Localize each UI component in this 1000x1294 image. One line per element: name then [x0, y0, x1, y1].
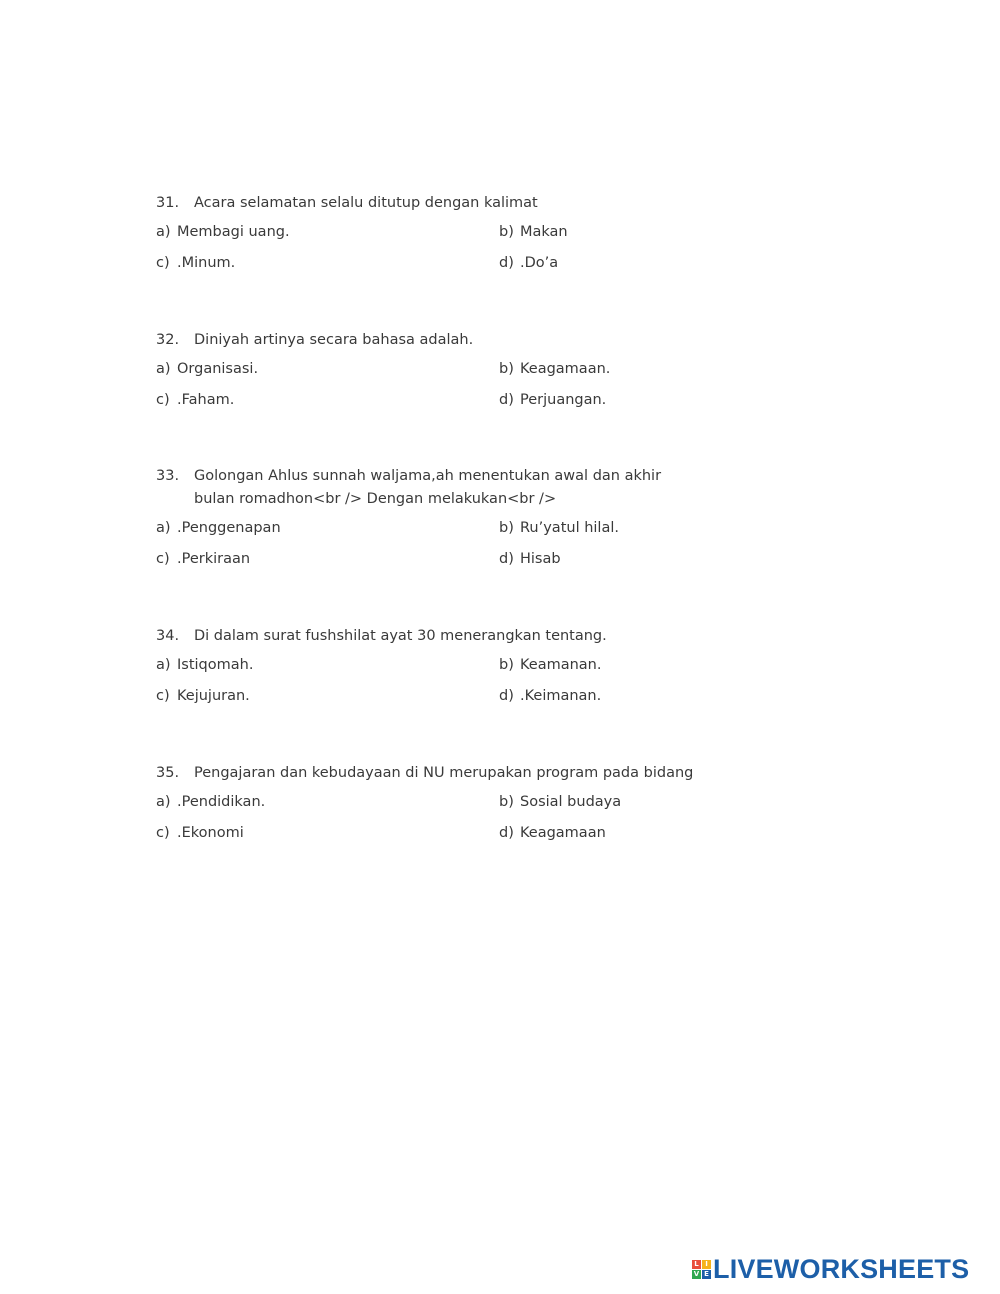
option-letter: c): [156, 255, 170, 271]
option-letter: b): [499, 657, 514, 673]
option-text: Istiqomah.: [177, 657, 254, 673]
question-number: 32.: [156, 332, 180, 348]
question-34: [156, 625, 756, 717]
option-d[interactable]: [499, 253, 558, 273]
option-c[interactable]: [156, 390, 234, 410]
option-letter: b): [499, 361, 514, 377]
option-text: Keagamaan: [520, 825, 606, 841]
option-c[interactable]: [156, 549, 250, 569]
question-text: Diniyah artinya secara bahasa adalah.: [194, 332, 474, 348]
option-d[interactable]: [499, 549, 561, 569]
option-a[interactable]: [156, 792, 265, 812]
option-letter: a): [156, 794, 171, 810]
question-text: Di dalam surat fushshilat ayat 30 menerangkan tentang.: [194, 628, 607, 644]
question-number: 34.: [156, 628, 180, 644]
option-b[interactable]: [499, 518, 619, 538]
option-c[interactable]: [156, 253, 235, 273]
logo-cell: V: [693, 1269, 700, 1278]
option-letter: d): [499, 551, 514, 567]
option-text: Makan: [520, 224, 568, 240]
option-text: .Do’a: [520, 255, 559, 271]
option-letter: a): [156, 361, 171, 377]
option-letter: d): [499, 392, 514, 408]
option-letter: a): [156, 520, 171, 536]
question-number: 35.: [156, 765, 180, 781]
option-b[interactable]: [499, 655, 601, 675]
option-text: .Keimanan.: [520, 688, 602, 704]
logo-text: LIVEWORKSHEETS: [713, 1254, 970, 1284]
option-text: Keagamaan.: [520, 361, 611, 377]
option-a[interactable]: [156, 359, 258, 379]
option-letter: d): [499, 255, 514, 271]
option-letter: a): [156, 224, 171, 240]
option-text: .Perkiraan: [177, 551, 251, 567]
question-31: [156, 192, 756, 284]
option-letter: d): [499, 688, 514, 704]
logo-cell: E: [702, 1270, 711, 1279]
option-d[interactable]: [499, 823, 606, 843]
liveworksheets-logo: [692, 1254, 969, 1284]
option-letter: b): [499, 794, 514, 810]
option-text: Hisab: [520, 551, 561, 567]
option-a[interactable]: [156, 222, 290, 242]
logo-mark-icon: [692, 1260, 711, 1279]
option-text: Perjuangan.: [520, 392, 607, 408]
option-text: Ru’yatul hilal.: [520, 520, 619, 536]
question-text: Acara selamatan selalu ditutup dengan kalimat: [194, 195, 538, 211]
option-text: .Ekonomi: [177, 825, 244, 841]
option-a[interactable]: [156, 655, 253, 675]
option-b[interactable]: [499, 359, 610, 379]
option-text: Organisasi.: [177, 361, 259, 377]
option-d[interactable]: [499, 390, 606, 410]
option-text: .Penggenapan: [177, 520, 281, 536]
option-c[interactable]: [156, 823, 244, 843]
option-a[interactable]: [156, 518, 281, 538]
question-33: [156, 465, 756, 580]
question-32: [156, 329, 756, 421]
question-text: Pengajaran dan kebudayaan di NU merupakan program pada bidang: [194, 765, 694, 781]
option-text: .Minum.: [177, 255, 236, 271]
option-letter: b): [499, 224, 514, 240]
option-text: .Pendidikan.: [177, 794, 266, 810]
option-d[interactable]: [499, 686, 601, 706]
question-35: [156, 762, 756, 854]
option-text: Keamanan.: [520, 657, 602, 673]
option-letter: a): [156, 657, 171, 673]
option-b[interactable]: [499, 222, 568, 242]
option-letter: c): [156, 551, 170, 567]
option-letter: c): [156, 392, 170, 408]
option-letter: d): [499, 825, 514, 841]
option-text: Kejujuran.: [177, 688, 250, 704]
question-number: 31.: [156, 195, 180, 211]
logo-cell: L: [692, 1260, 701, 1269]
option-c[interactable]: [156, 686, 250, 706]
option-letter: c): [156, 825, 170, 841]
logo-cell: I: [702, 1260, 711, 1269]
option-text: Sosial budaya: [520, 794, 622, 810]
option-b[interactable]: [499, 792, 621, 812]
question-number: 33.: [156, 468, 180, 484]
option-text: .Faham.: [177, 392, 235, 408]
option-letter: b): [499, 520, 514, 536]
question-text: Golongan Ahlus sunnah waljama,ah menentukan awal dan akhir bulan romadhon<br /> Dengan melakukan<br />: [194, 468, 662, 507]
option-text: Membagi uang.: [177, 224, 290, 240]
option-letter: c): [156, 688, 170, 704]
